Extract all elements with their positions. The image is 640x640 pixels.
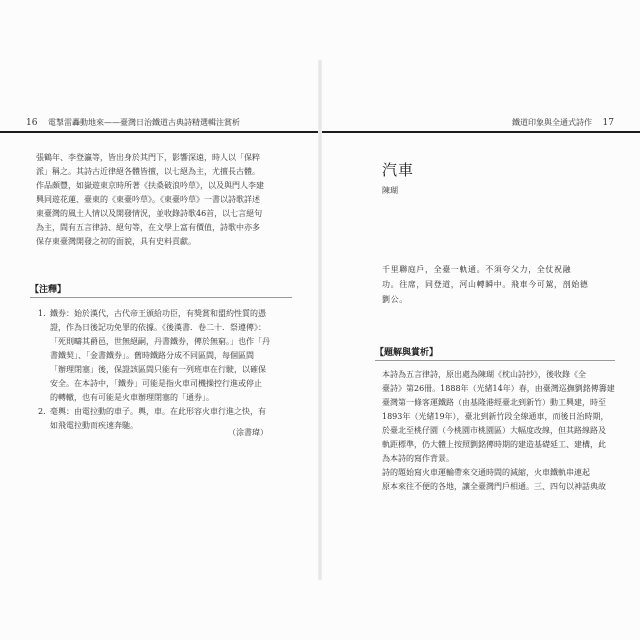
- note-line: 的轉轍，也有可能是火車辦理閉塞的「通券」。: [50, 393, 214, 402]
- author-signature: （涂書瑋）: [228, 428, 268, 437]
- note-line: 證，作為日後記功免罪的依據。《後漢書．卷二十．祭遵傳》：: [50, 323, 266, 332]
- body-line: 興同遊花蓮、臺東的《東臺吟草》。《東臺吟草》一書以詩歌詳述: [36, 195, 260, 204]
- body-line: 原本來往不便的各地，讓全臺灣門戶相通。三、四句以神話典故: [382, 482, 606, 491]
- body-line: 臺詩》第26冊。1888年（光緒14年）春，由臺灣巡撫劉銘傳籌建: [382, 384, 615, 393]
- left-body-paragraph: [36, 151, 264, 249]
- poem-line: 千里聯庭戶，全臺一軌通。不須夸父力，全仗祝融: [382, 265, 572, 274]
- body-line: 東臺灣的風土人情以及開發情況，並收錄詩歌46首，以七言絕句: [36, 209, 263, 218]
- note-number: 2.: [38, 407, 46, 416]
- note-number: 1.: [38, 309, 46, 318]
- body-line: 為主，間有五言律詩、絕句等，在文學上富有價值，詩歌中亦多: [36, 223, 260, 232]
- body-line: 本詩為五言律詩，原出處為陳瑚《枕山詩抄》，後收錄《全: [382, 370, 586, 379]
- body-line: 為本詩的寫作背景。: [382, 454, 454, 463]
- note-line: 「辦理閉塞」後，保證該區間只能有一列班車在行駛，以確保: [50, 365, 266, 374]
- note-line: 「死則疇其爵邑，世無絕嗣，丹書鐵券，傳於無窮。」也作「丹: [50, 337, 270, 346]
- body-line: 臺灣第一條客運鐵路（由基隆港經臺北到新竹）動工興建，時至: [382, 398, 606, 407]
- right-header-rule: [322, 131, 640, 133]
- note-line: 書鐵契」、「金書鐵券」。舊時鐵路分成不同區間，每個區間: [50, 351, 254, 360]
- analysis-paragraph: [382, 368, 615, 494]
- body-line: 張鶴年、李登瀛等，皆出身於其門下，影響深遠，時人以「保粹: [36, 153, 260, 162]
- body-line: 詩的題始寫火車運輸帶來交通時間的減縮，火車鐵軌串連起: [382, 468, 590, 477]
- left-running-title: 電掣雷轟動地來——臺灣日治鐵道古典詩精選輯注賞析: [48, 118, 240, 127]
- body-line: 作品頗豐，如嶽遊東京時所著《扶桑破浪吟草》，以及與門人李建: [36, 181, 264, 190]
- body-line: 派」稱之。其詩古近律絕各體皆擅，以七絕為主，尤擅長古體。: [36, 167, 260, 176]
- notes-list: [38, 307, 270, 433]
- left-running-head: [18, 117, 240, 128]
- right-page-number: 17: [602, 118, 614, 128]
- analysis-heading: 【題解與賞析】: [375, 346, 615, 361]
- right-running-title: 鐵道印象與全通式詩作: [512, 118, 592, 127]
- left-header-rule: [0, 131, 318, 133]
- poem-text: [382, 262, 588, 307]
- poem-line: 功。往席，同登道，河山轉瞬中。飛車今可駕，剖始德: [382, 280, 589, 289]
- left-page-number: 16: [26, 118, 38, 128]
- note-line: 安全。在本詩中，「鐵券」可能是指火車司機操控行進或停止: [50, 379, 262, 388]
- poem-line: 劉公。: [382, 295, 408, 304]
- note-line: 如飛電拉動而疾速奔馳。: [50, 421, 138, 430]
- poem-title: 汽車: [382, 161, 415, 179]
- notes-heading: 【注釋】: [30, 283, 292, 298]
- note-line: 鐵券：始於漢代，古代帝王頒給功臣，有獎賞和盟約性質的憑: [50, 309, 266, 318]
- body-line: 1893年（光緒19年），臺北到新竹段全線通車，而後日治時期，: [382, 412, 609, 421]
- note-line: 毫輿：由電拉動的車子。輿，車。在此形容火車行進之快，有: [50, 407, 266, 416]
- poem-author: 陳瑚: [382, 186, 398, 195]
- right-page: [320, 0, 640, 640]
- body-line: 保存東臺灣開發之初的面貌，具有史料貢獻。: [36, 237, 196, 246]
- body-line: 於臺北至桃仔園（今桃園市桃園區）大幅度改線，但其路線路及: [382, 426, 606, 435]
- body-line: 軌距標準，仍大體上按照劉銘傳時期的建造基礎延工、建構，此: [382, 440, 606, 449]
- note-item: [38, 307, 270, 405]
- right-running-head: [512, 117, 622, 128]
- book-gutter: [318, 60, 322, 580]
